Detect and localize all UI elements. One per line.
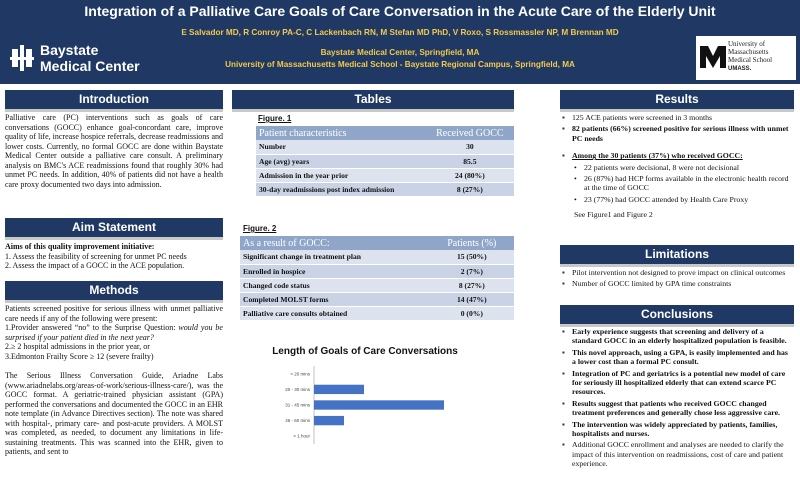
figure-1-label: Figure. 1 [258,114,292,123]
results-item: ▪ Among the 30 patients (37%) who received GOCC: [562,151,790,160]
table-cell: 0 (0%) [430,306,514,320]
umass-logo [696,36,796,80]
table-header-cell: Received GOCC [426,126,514,140]
table-row [240,306,514,320]
logo-right-line1: University of [728,40,766,48]
methods-criterion-1 [5,323,223,342]
conclusions-item: ▪ This novel approach, using a GPA, is easily implemented and has a lower cost than a formal PC consult. [562,348,790,367]
baystate-logo-text [40,42,140,74]
introduction-body: Palliative care (PC) interventions such as goals of care conversations (GOCC) enhance goal-concordant care, improve quality of life, increase hospice referrals, decrease readmissions and lower costs. Currently, no formal GOCC are done within Baystate Medical Center outside a palliative care consult. A preliminary analysis on BMC's ACE readmissions found that roughly 30% had unmet PC needs. In addition, 40% of patients did not have a health care proxy documented two days into admission. [5,113,223,189]
table-header-row [256,126,514,140]
affiliation-baystate: Baystate Medical Center, Springfield, MA [320,48,480,57]
figure-2-label: Figure. 2 [243,224,277,233]
chart-title: Length of Goals of Care Conversations [272,346,458,357]
methods-criterion-3: 3.Edmonton Frailty Score ≥ 12 (severe frailty) [5,351,154,361]
table-row [256,182,514,196]
results-heading: Results [560,90,794,109]
conclusions-list [562,327,790,500]
aim-heading: Aim Statement [5,218,223,237]
table-cell: 85.5 [426,154,514,168]
limitations-heading: Limitations [560,245,794,264]
affiliation-umass: University of Massachusetts Medical School - Baystate Regional Campus, Springfield, MA [225,60,575,69]
table-cell: Enrolled in hospice [240,264,430,278]
results-item: ▪ 125 ACE patients were screened in 3 months [562,113,790,122]
conclusions-heading: Conclusions [560,305,794,324]
baystate-logo [8,40,148,76]
chart-tick-label: > 1 hour [293,433,310,439]
table-cell: Significant change in treatment plan [240,250,430,264]
results-subitem: • 26 (87%) had HCP forms available in the electronic health record at the time of GOCC [562,174,790,193]
figure-1-table [256,126,514,197]
table-header-cell: Patients (%) [430,236,514,250]
logo-right-line2: Massachusetts [728,48,769,56]
table-cell: 14 (47%) [430,292,514,306]
chart-tick-label: 46 - 60 mins [285,418,310,424]
table-row [240,264,514,278]
table-cell: Number [256,140,426,154]
methods-criterion-2: 2.≥ 2 hospital admissions in the prior year, or [5,342,150,351]
table-cell: 30-day readmissions post index admission [256,182,426,196]
table-header-cell: As a result of GOCC: [240,236,430,250]
table-cell: 30 [426,140,514,154]
logo-right-line3: Medical School [728,56,773,64]
tables-heading: Tables [232,90,514,109]
gocc-length-bar-chart [280,362,500,448]
poster-header [0,0,800,84]
methods-heading: Methods [5,281,223,300]
conclusions-item: ▪ Additional GOCC enrollment and analyses are needed to clarify the impact of this intervention on readmissions, cost of care and patient experience. [562,440,790,468]
table-cell: Admission in the year prior [256,168,426,182]
table-row [240,292,514,306]
baystate-logo-icon [8,43,36,73]
table-cell: 15 (50%) [430,250,514,264]
chart-bar [314,385,364,394]
methods-body [5,304,223,500]
table-row [256,154,514,168]
table-cell: 2 (7%) [430,264,514,278]
aim-lead: Aims of this quality improvement initiative: [5,242,155,251]
limitations-list [562,268,790,291]
results-figure-reference: See Figure1 and Figure 2 [574,210,653,220]
chart-tick-label: 31 - 45 mins [285,402,310,408]
table-cell: 8 (27%) [430,278,514,292]
author-list: E Salvador MD, R Conroy PA-C, C Lackenbach RN, M Stefan MD PhD, V Roxo, S Rossmassler NP, M Brennan MD [181,28,619,37]
aim-item-2: 2. Assess the impact of a GOCC in the ACE population. [5,261,185,270]
table-row [240,278,514,292]
methods-protocol: The Serious Illness Conversation Guide, Ariadne Labs (www.ariadnelabs.org/areas-of-work/serious-illness-care/), was the GOCC format. A geriatric-trained physician assistant (GPA) performed the conversations and documented the GOCC in an EHR note template (in Advance Directives section). The note was shared with hospital-, primary care- and post-acute providers. A MOLST was completed, as needed, to document any limitations in life-sustaining treatments. This was scanned into the EHR, given to patients, and sent to [5,371,223,456]
results-subitem: • 23 (77%) had GOCC attended by Health Care Proxy [562,195,790,204]
table-header-cell: Patient characteristics [256,126,426,140]
umass-logo-icon [700,42,726,72]
results-subitem: • 22 patients were decisional, 8 were not decisional [562,163,790,172]
table-row [256,140,514,154]
conclusions-item: ▪ Early experience suggests that screening and delivery of a standard GOCC in an elderly hospitalized population is feasible. [562,327,790,346]
chart-bar [314,416,344,425]
table-cell: Changed code status [240,278,430,292]
methods-criterion-1-question: would you be surprised if your patient died in the next year? [5,323,223,342]
chart-bar [314,400,444,409]
logo-left-line2: Medical Center [40,58,140,74]
conclusions-item: ▪ The intervention was widely appreciated by patients, families, hospitalists and nurses. [562,420,790,439]
umass-logo-text [728,40,772,73]
results-list [562,113,790,220]
results-item: ▪ 82 patients (66%) screened positive for serious illness with unmet PC needs [562,124,790,143]
limitations-item: ▪ Number of GOCC limited by GPA time constraints [562,279,790,288]
methods-criterion-1-text: 1.Provider answered “no” to the Surprise Question: [5,323,179,332]
conclusions-item: ▪ Results suggest that patients who received GOCC changed treatment preferences and generally chose less aggressive care. [562,399,790,418]
table-cell: 8 (27%) [426,182,514,196]
table-header-row [240,236,514,250]
introduction-heading: Introduction [5,90,223,109]
poster-title: Integration of a Palliative Care Goals of Care Conversation in the Acute Care of the Elderly Unit [84,3,716,19]
table-row [240,250,514,264]
methods-intro: Patients screened positive for serious illness with unmet palliative care needs if any of the following were present: [5,304,223,323]
chart-tick-label: < 20 mins [290,371,310,377]
aim-item-1: 1. Assess the feasibility of screening for unmet PC needs [5,251,187,261]
limitations-item: ▪ Pilot intervention not designed to prove impact on clinical outcomes [562,268,790,277]
conclusions-item: ▪ Integration of PC and geriatrics is a potential new model of care for seriously ill hospitalized elderly that can extend scarce PC resources. [562,369,790,397]
table-cell: Palliative care consults obtained [240,306,430,320]
logo-left-line1: Baystate [40,42,99,58]
table-cell: Age (avg) years [256,154,426,168]
aim-body [5,242,223,271]
table-row [256,168,514,182]
table-cell: 24 (80%) [426,168,514,182]
chart-tick-label: 20 - 30 mins [285,386,310,392]
table-cell: Completed MOLST forms [240,292,430,306]
logo-right-abbr: UMASS. [728,66,752,72]
figure-2-table [240,236,514,321]
